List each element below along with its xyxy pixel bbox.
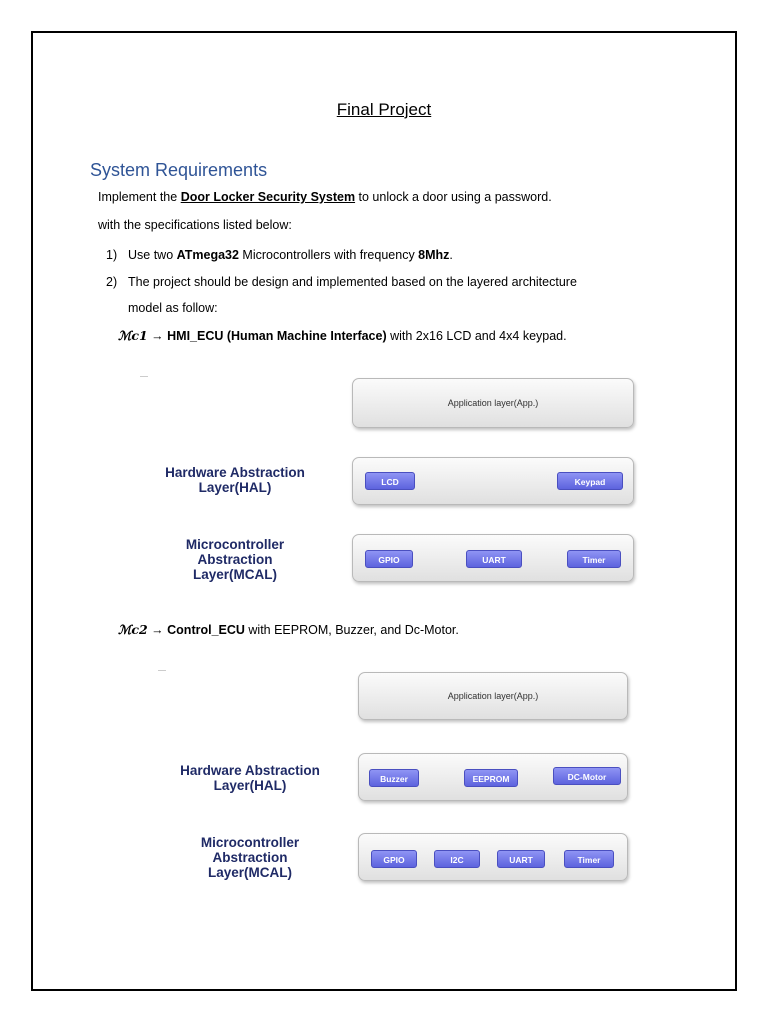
d1-app-label: Application layer(App.) [447,398,539,408]
d1-mcal-label-2: Abstraction [197,552,273,567]
d2-module-dc-motor: DC-Motor [553,767,621,785]
req1-freq: 8Mhz [418,248,450,262]
d1-mcal-label [135,537,335,582]
d2-module-i2c: I2C [434,850,480,868]
d2-hal-label [125,763,375,793]
section-heading: System Requirements [90,160,268,180]
d2-mcal-label-2: Abstraction [212,850,288,865]
mc1-arrow: → [147,329,168,343]
d1-mcal-label-3: Layer(MCAL) [192,567,277,582]
d1-hal-label [110,465,360,495]
d2-module-gpio: GPIO [371,850,417,868]
req1-number: 1) [106,248,118,262]
d1-module-timer: Timer [567,550,621,568]
d1-mcal-layer [352,534,634,582]
system-name: Door Locker Security System [180,190,356,204]
mc2-bold: Control_ECU [167,623,245,637]
req2-line2: model as follow: [128,301,218,315]
req1-mid: Microcontrollers with frequency [238,248,419,262]
d2-app-label: Application layer(App.) [447,691,539,701]
d1-hal-layer [352,457,634,505]
d1-hal-label-1: Hardware Abstraction [165,465,305,480]
mc2-rest: with EEPROM, Buzzer, and Dc-Motor. [244,623,459,637]
requirement-2 [106,275,577,289]
d2-hal-label-2: Layer(HAL) [213,778,287,793]
d1-module-uart: UART [466,550,522,568]
d2-mcal-layer [358,833,628,881]
d1-module-lcd: LCD [365,472,415,490]
mc1-symbol: ℳc1 [118,328,148,343]
intro-line [98,190,552,204]
d2-mcal-label-3: Layer(MCAL) [207,865,292,880]
d2-module-buzzer: Buzzer [369,769,419,787]
d1-app-layer [352,378,634,428]
specs-line: with the specifications listed below: [98,218,292,232]
intro-suffix: to unlock a door using a password. [355,190,552,204]
mc1-rest: with 2x16 LCD and 4x4 keypad. [386,329,567,343]
d2-mcal-label [150,835,350,880]
d1-module-keypad: Keypad [557,472,623,490]
d2-module-uart: UART [497,850,545,868]
d2-module-timer: Timer [564,850,614,868]
divider [158,670,166,671]
mc1-bold: HMI_ECU (Human Machine Interface) [167,329,387,343]
divider [140,376,148,377]
mc2-symbol: ℳc2 [118,622,148,637]
page-title: Final Project [336,100,432,119]
d1-hal-label-2: Layer(HAL) [198,480,272,495]
intro-prefix: Implement the [98,190,181,204]
mc2-line [118,622,459,637]
req1-mcu: ATmega32 [176,248,239,262]
d2-mcal-label-1: Microcontroller [200,835,300,850]
requirement-1 [106,248,453,262]
req2-number: 2) [106,275,118,289]
d2-hal-layer [358,753,628,801]
req1-pre: Use two [128,248,177,262]
d2-app-layer [358,672,628,720]
mc1-line [118,328,567,343]
d2-module-eeprom: EEPROM [464,769,518,787]
d2-hal-label-1: Hardware Abstraction [180,763,320,778]
req1-end: . [449,248,453,262]
mc2-arrow: → [147,623,168,637]
req2-line1: The project should be design and implemented based on the layered architecture [128,275,577,289]
d1-mcal-label-1: Microcontroller [185,537,285,552]
d1-module-gpio: GPIO [365,550,413,568]
